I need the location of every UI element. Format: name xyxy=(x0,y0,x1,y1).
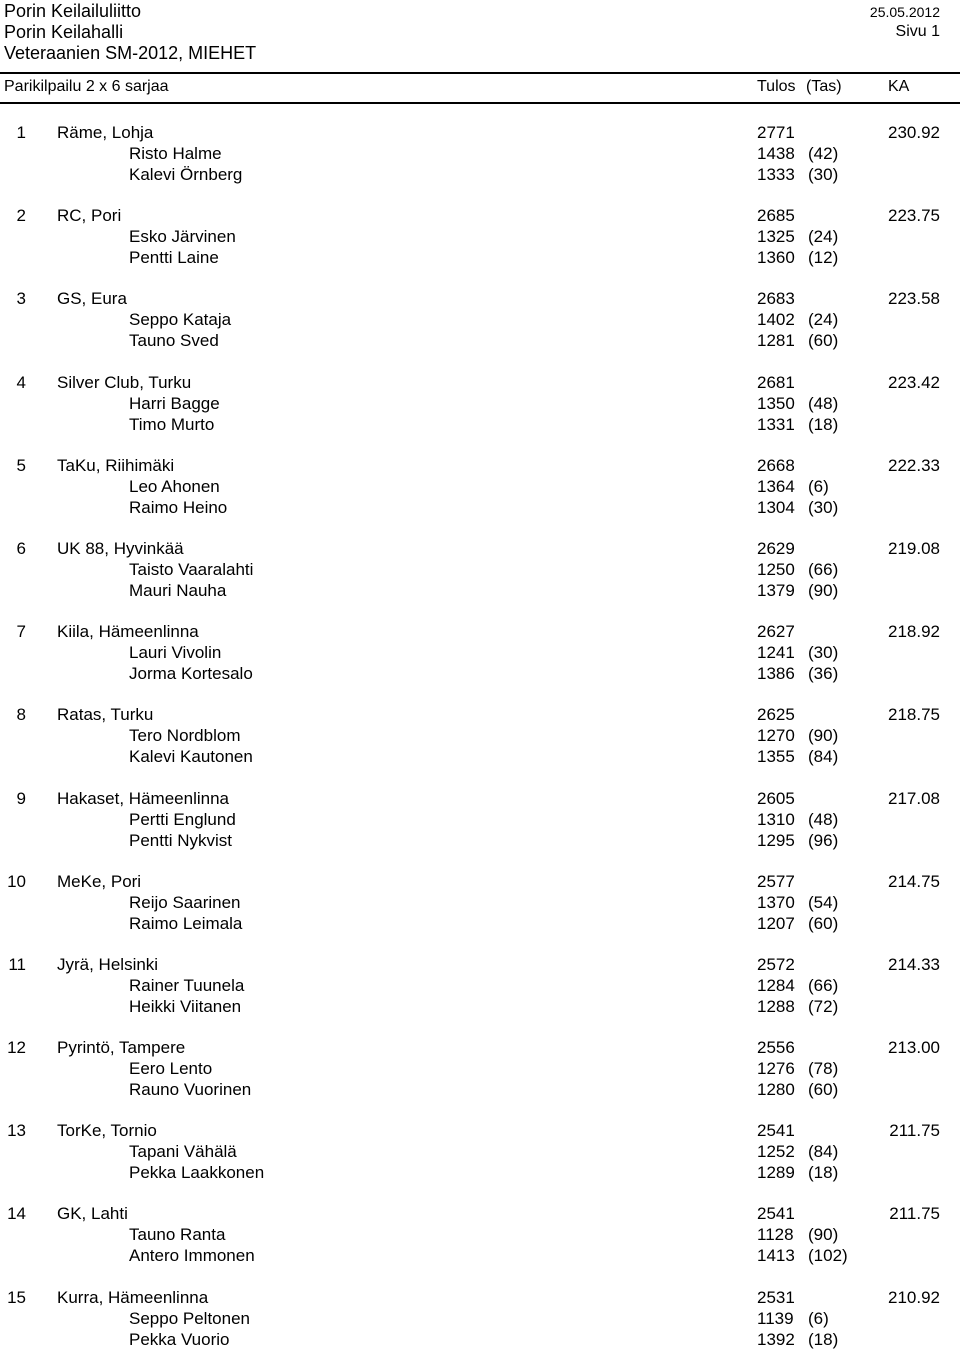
player-score: 1281 xyxy=(757,331,795,351)
player-handicap: (66) xyxy=(808,559,839,579)
team-row xyxy=(0,621,960,642)
team-total: 2681 xyxy=(757,372,795,392)
team-rank: 13 xyxy=(7,1121,26,1141)
player-handicap: (90) xyxy=(808,580,839,600)
player-name: Reijo Saarinen xyxy=(129,892,241,912)
player-handicap: (66) xyxy=(808,975,839,995)
player-score: 1392 xyxy=(757,1329,795,1349)
team-row xyxy=(0,788,960,809)
player-handicap: (84) xyxy=(808,1142,839,1162)
player-name: Eero Lento xyxy=(129,1059,213,1079)
team-average: 222.33 xyxy=(888,455,940,475)
player-handicap: (6) xyxy=(808,1308,829,1328)
player-name: Raimo Heino xyxy=(129,497,228,517)
player-row xyxy=(0,164,960,185)
team-name: Kiila, Hämeenlinna xyxy=(57,622,199,642)
player-score: 1360 xyxy=(757,248,795,268)
player-score: 1310 xyxy=(757,809,795,829)
team-row xyxy=(0,704,960,725)
team-total: 2541 xyxy=(757,1121,795,1141)
player-score: 1333 xyxy=(757,165,795,184)
player-handicap: (48) xyxy=(808,393,839,413)
team-row xyxy=(0,288,960,309)
player-row xyxy=(0,809,960,830)
team-average: 230.92 xyxy=(888,123,940,142)
player-name: Rainer Tuunela xyxy=(129,975,245,995)
player-name: Lauri Vivolin xyxy=(129,643,222,663)
team-total: 2605 xyxy=(757,788,795,808)
team-entry xyxy=(0,1120,960,1203)
team-rank: 7 xyxy=(16,622,26,642)
team-average: 211.75 xyxy=(889,1121,940,1141)
team-rank: 2 xyxy=(16,206,26,226)
team-name: Ratas, Turku xyxy=(57,705,154,725)
team-entry xyxy=(0,704,960,787)
player-score: 1364 xyxy=(757,476,795,496)
player-name: Pentti Nykvist xyxy=(129,830,232,850)
event-title: Veteraanien SM-2012, MIEHET xyxy=(4,43,257,63)
player-score: 1128 xyxy=(757,1225,794,1245)
player-name: Pertti Englund xyxy=(129,809,236,829)
team-row xyxy=(0,122,960,143)
player-row xyxy=(0,393,960,414)
player-name: Jorma Kortesalo xyxy=(129,664,253,684)
tas-column-header: (Tas) xyxy=(806,78,842,95)
document-date: 25.05.2012 xyxy=(869,4,940,20)
player-name: Pekka Vuorio xyxy=(129,1329,230,1349)
player-handicap: (12) xyxy=(808,248,839,268)
player-row xyxy=(0,725,960,746)
player-name: Tero Nordblom xyxy=(129,726,241,746)
player-name: Leo Ahonen xyxy=(129,476,220,496)
team-entry xyxy=(0,871,960,954)
player-name: Tauno Ranta xyxy=(129,1225,226,1245)
player-row xyxy=(0,1245,960,1266)
team-entry xyxy=(0,621,960,704)
player-handicap: (84) xyxy=(808,747,839,767)
player-row xyxy=(0,476,960,497)
team-row xyxy=(0,1287,960,1308)
player-name: Seppo Kataja xyxy=(129,310,232,330)
player-row xyxy=(0,414,960,435)
player-row xyxy=(0,746,960,767)
player-name: Tapani Vähälä xyxy=(129,1142,237,1162)
venue-name: Porin Keilahalli xyxy=(4,22,124,42)
player-row xyxy=(0,1141,960,1162)
team-total: 2577 xyxy=(757,871,795,891)
player-name: Timo Murto xyxy=(129,414,215,434)
team-entry xyxy=(0,1203,960,1286)
player-row xyxy=(0,913,960,934)
player-handicap: (36) xyxy=(808,664,839,684)
player-score: 1350 xyxy=(757,393,795,413)
team-name: Pyrintö, Tampere xyxy=(57,1038,186,1058)
player-handicap: (96) xyxy=(808,830,839,850)
team-total: 2531 xyxy=(757,1287,795,1307)
player-handicap: (102) xyxy=(808,1246,848,1266)
player-score: 1139 xyxy=(757,1308,794,1328)
team-row xyxy=(0,205,960,226)
player-row xyxy=(0,892,960,913)
player-name: Rauno Vuorinen xyxy=(129,1080,252,1100)
team-row xyxy=(0,538,960,559)
player-row xyxy=(0,226,960,247)
player-row xyxy=(0,309,960,330)
org-name: Porin Keilailuliitto xyxy=(4,1,142,21)
team-entry xyxy=(0,954,960,1037)
player-score: 1250 xyxy=(757,559,795,579)
player-name: Risto Halme xyxy=(129,144,222,163)
team-total: 2572 xyxy=(757,954,795,974)
player-name: Raimo Leimala xyxy=(129,913,243,933)
player-name: Harri Bagge xyxy=(129,393,220,413)
team-rank: 6 xyxy=(16,538,26,558)
player-row xyxy=(0,143,960,164)
team-name: Hakaset, Hämeenlinna xyxy=(57,788,229,808)
player-row xyxy=(0,1224,960,1245)
player-row xyxy=(0,497,960,518)
team-name: Kurra, Hämeenlinna xyxy=(57,1287,209,1307)
team-name: Jyrä, Helsinki xyxy=(57,954,159,974)
team-rank: 12 xyxy=(7,1038,26,1058)
team-average: 218.92 xyxy=(888,622,940,642)
team-name: Silver Club, Turku xyxy=(57,372,192,392)
document-header xyxy=(0,0,960,64)
player-handicap: (72) xyxy=(808,996,839,1016)
player-name: Pekka Laakkonen xyxy=(129,1163,265,1183)
team-average: 217.08 xyxy=(888,788,940,808)
player-handicap: (42) xyxy=(808,144,839,163)
player-score: 1241 xyxy=(757,643,795,663)
player-row xyxy=(0,663,960,684)
team-name: TaKu, Riihimäki xyxy=(57,455,175,475)
results-list xyxy=(0,122,960,1370)
team-entry xyxy=(0,288,960,371)
player-score: 1413 xyxy=(757,1246,795,1266)
player-handicap: (18) xyxy=(808,1329,839,1349)
player-score: 1288 xyxy=(757,996,795,1016)
player-score: 1386 xyxy=(757,664,795,684)
player-name: Esko Järvinen xyxy=(129,227,236,247)
player-score: 1252 xyxy=(757,1142,795,1162)
player-name: Heikki Viitanen xyxy=(129,996,242,1016)
team-total: 2556 xyxy=(757,1038,795,1058)
team-average: 223.42 xyxy=(888,372,940,392)
team-rank: 8 xyxy=(16,705,26,725)
team-name: Räme, Lohja xyxy=(57,123,154,142)
player-score: 1207 xyxy=(757,913,795,933)
player-handicap: (60) xyxy=(808,331,839,351)
team-row xyxy=(0,954,960,975)
team-row xyxy=(0,1120,960,1141)
team-average: 214.33 xyxy=(888,954,940,974)
team-rank: 10 xyxy=(7,871,26,891)
player-score: 1270 xyxy=(757,726,795,746)
team-average: 210.92 xyxy=(888,1287,940,1307)
competition-label: Parikilpailu 2 x 6 sarjaa xyxy=(4,78,169,95)
player-row xyxy=(0,330,960,351)
player-handicap: (90) xyxy=(808,726,839,746)
player-name: Kalevi Kautonen xyxy=(129,747,253,767)
player-row xyxy=(0,996,960,1017)
player-handicap: (60) xyxy=(808,1080,839,1100)
column-header-bar xyxy=(0,72,960,104)
team-entry xyxy=(0,1037,960,1120)
player-handicap: (48) xyxy=(808,809,839,829)
team-rank: 14 xyxy=(7,1204,26,1224)
team-rank: 9 xyxy=(16,788,26,808)
team-total: 2668 xyxy=(757,455,795,475)
player-score: 1304 xyxy=(757,497,795,517)
player-score: 1370 xyxy=(757,892,795,912)
player-handicap: (30) xyxy=(808,643,839,663)
team-entry xyxy=(0,372,960,455)
player-score: 1438 xyxy=(757,144,795,163)
team-total: 2683 xyxy=(757,289,795,309)
team-average: 218.75 xyxy=(888,705,940,725)
player-name: Antero Immonen xyxy=(129,1246,255,1266)
team-rank: 1 xyxy=(16,123,26,142)
player-score: 1295 xyxy=(757,830,795,850)
page-number: Sivu 1 xyxy=(895,23,940,40)
player-score: 1402 xyxy=(757,310,795,330)
player-score: 1331 xyxy=(757,414,795,434)
team-rank: 5 xyxy=(16,455,26,475)
player-score: 1289 xyxy=(757,1163,795,1183)
player-row xyxy=(0,247,960,268)
player-score: 1276 xyxy=(757,1059,795,1079)
player-row xyxy=(0,830,960,851)
team-row xyxy=(0,871,960,892)
team-total: 2771 xyxy=(757,123,795,142)
team-total: 2629 xyxy=(757,538,795,558)
team-name: UK 88, Hyvinkää xyxy=(57,538,184,558)
player-name: Seppo Peltonen xyxy=(129,1308,250,1328)
player-score: 1355 xyxy=(757,747,795,767)
team-average: 223.58 xyxy=(888,289,940,309)
player-handicap: (78) xyxy=(808,1059,839,1079)
player-score: 1325 xyxy=(757,227,795,247)
team-rank: 3 xyxy=(16,289,26,309)
ka-column-header: KA xyxy=(888,78,910,95)
team-entry xyxy=(0,538,960,621)
team-total: 2627 xyxy=(757,622,795,642)
player-name: Pentti Laine xyxy=(129,248,219,268)
player-row xyxy=(0,580,960,601)
player-row xyxy=(0,1058,960,1079)
player-handicap: (24) xyxy=(808,227,839,247)
team-rank: 4 xyxy=(16,372,26,392)
team-entry xyxy=(0,205,960,288)
player-handicap: (90) xyxy=(808,1225,839,1245)
player-name: Tauno Sved xyxy=(129,331,219,351)
team-row xyxy=(0,1203,960,1224)
player-handicap: (54) xyxy=(808,892,839,912)
team-average: 211.75 xyxy=(889,1204,940,1224)
team-entry xyxy=(0,455,960,538)
team-row xyxy=(0,1037,960,1058)
player-handicap: (24) xyxy=(808,310,839,330)
team-average: 219.08 xyxy=(888,538,940,558)
team-average: 223.75 xyxy=(888,206,940,226)
player-handicap: (30) xyxy=(808,497,839,517)
team-entry xyxy=(0,788,960,871)
team-entry xyxy=(0,1287,960,1370)
team-name: TorKe, Tornio xyxy=(57,1121,157,1141)
player-score: 1379 xyxy=(757,580,795,600)
team-name: GS, Eura xyxy=(57,289,127,309)
team-name: MeKe, Pori xyxy=(57,871,142,891)
team-total: 2685 xyxy=(757,206,795,226)
player-handicap: (18) xyxy=(808,414,839,434)
player-row xyxy=(0,1162,960,1183)
team-rank: 15 xyxy=(7,1287,26,1307)
player-row xyxy=(0,1308,960,1329)
player-score: 1284 xyxy=(757,975,795,995)
team-row xyxy=(0,372,960,393)
player-handicap: (60) xyxy=(808,913,839,933)
player-handicap: (18) xyxy=(808,1163,839,1183)
player-row xyxy=(0,1329,960,1350)
team-entry xyxy=(0,122,960,205)
player-name: Taisto Vaaralahti xyxy=(129,559,254,579)
team-name: GK, Lahti xyxy=(57,1204,128,1224)
result-column-header: Tulos xyxy=(757,78,796,95)
player-handicap: (30) xyxy=(808,165,839,184)
team-total: 2625 xyxy=(757,705,795,725)
team-row xyxy=(0,455,960,476)
player-handicap: (6) xyxy=(808,476,829,496)
player-row xyxy=(0,975,960,996)
team-average: 213.00 xyxy=(888,1038,940,1058)
team-rank: 11 xyxy=(8,954,26,974)
team-total: 2541 xyxy=(757,1204,795,1224)
player-row xyxy=(0,559,960,580)
player-name: Kalevi Örnberg xyxy=(129,165,243,184)
player-row xyxy=(0,1079,960,1100)
player-name: Mauri Nauha xyxy=(129,580,227,600)
player-row xyxy=(0,642,960,663)
team-name: RC, Pori xyxy=(57,206,122,226)
player-score: 1280 xyxy=(757,1080,795,1100)
team-average: 214.75 xyxy=(888,871,940,891)
